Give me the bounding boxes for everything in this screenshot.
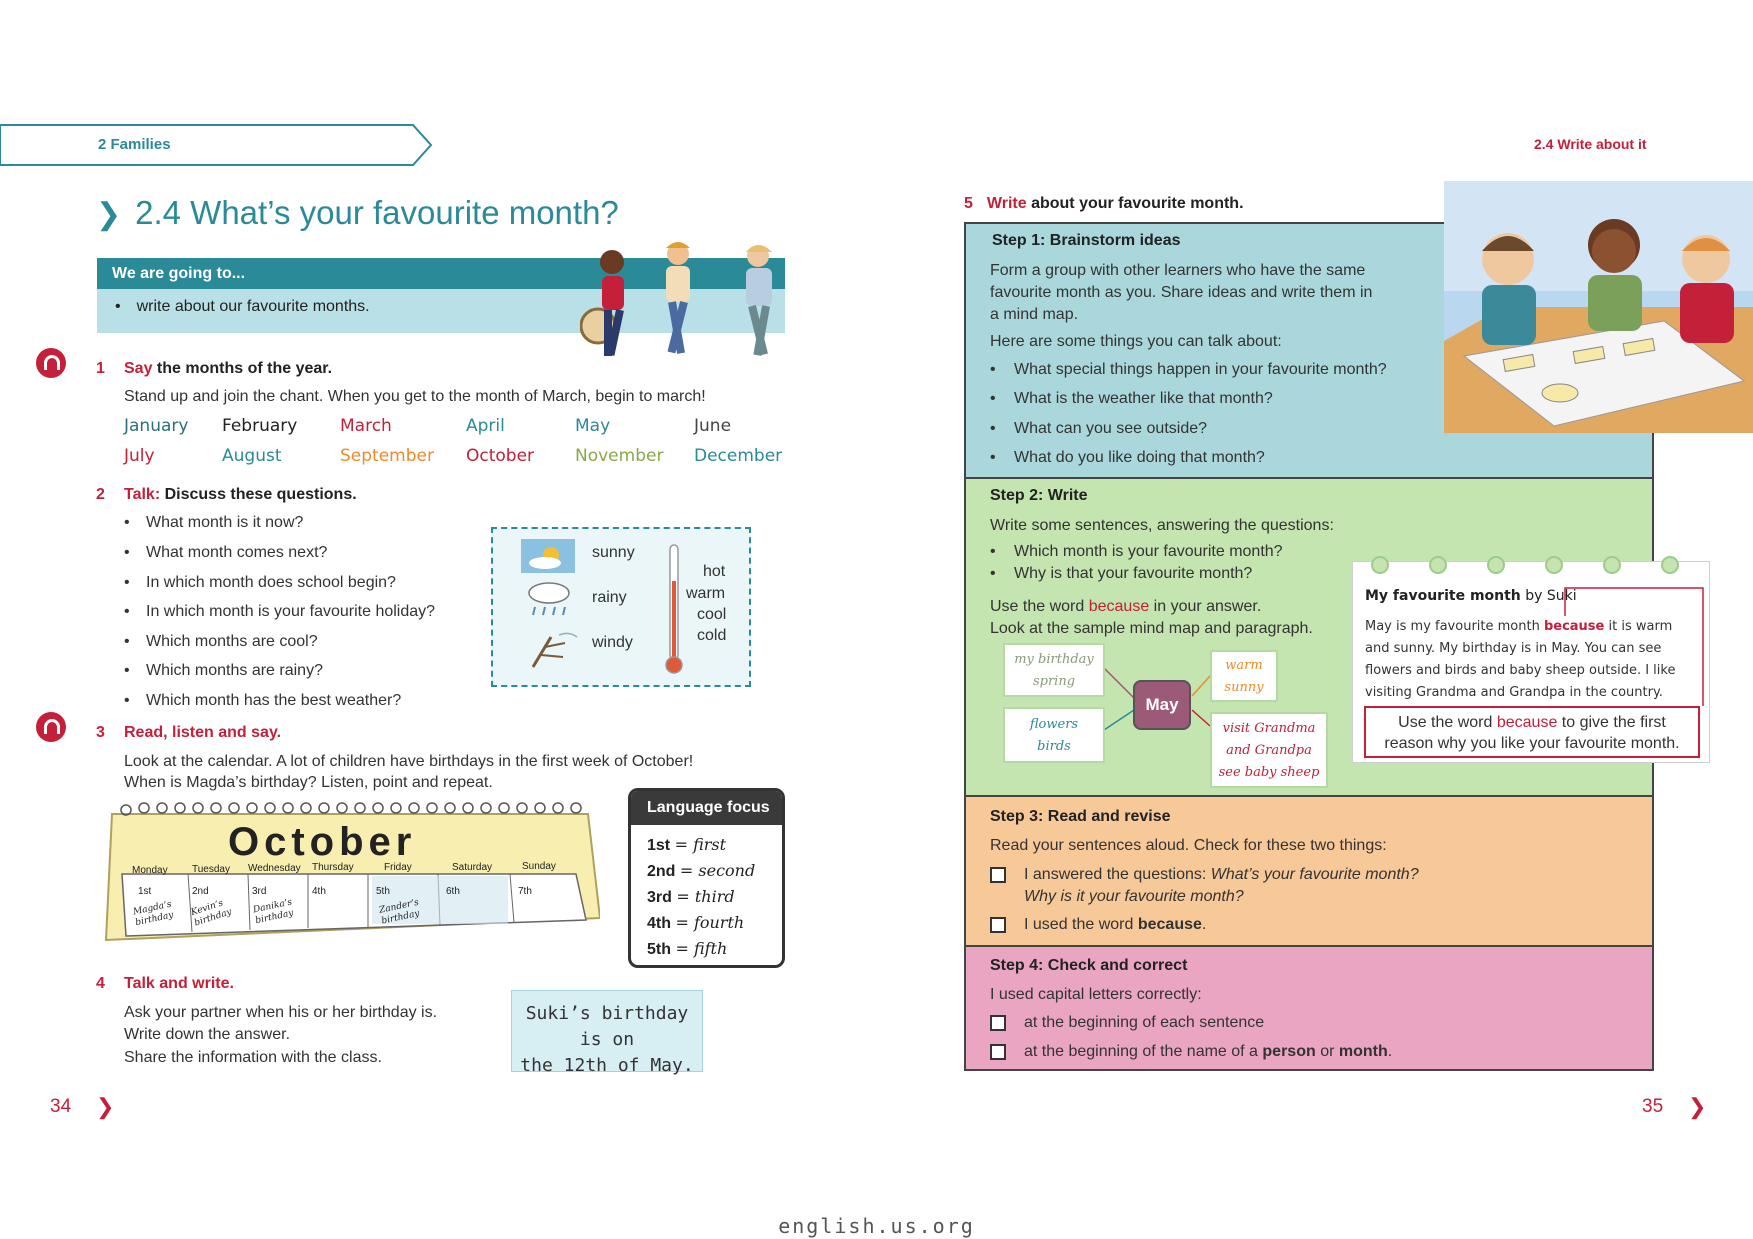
step-text: Here are some things you can talk about: (990, 333, 1282, 350)
windy-icon (523, 629, 579, 669)
step-bullet: • What is the weather like that month? (1014, 390, 1273, 408)
month-name: June (694, 416, 732, 436)
goals-heading: We are going to... (97, 258, 785, 289)
question-item: • In which month does school begin? (146, 574, 396, 592)
month-name: April (466, 416, 505, 436)
step-text: a mind map. (990, 306, 1079, 323)
page-number: 35 (1642, 1096, 1664, 1117)
watermark: english.us.org (778, 1214, 975, 1238)
calendar-date: 6th (446, 886, 460, 897)
note-line-part: it is warm (1604, 619, 1673, 634)
exercise-heading-rest: about your favourite month. (1026, 195, 1244, 212)
binder-ring-icon (1661, 556, 1679, 574)
temperature-label: cool (697, 606, 727, 623)
step-text: favourite month as you. Share ideas and write them in (990, 284, 1373, 301)
checklist-checkbox[interactable] (990, 917, 1006, 933)
checklist-checkbox[interactable] (990, 1044, 1006, 1060)
month-name: November (575, 446, 664, 466)
checklist-text (1024, 866, 1419, 884)
ordinal-row (647, 913, 744, 933)
mind-map-node (1003, 707, 1105, 763)
ordinal-abbr: 2nd (647, 863, 676, 880)
keyword-because: because (1496, 714, 1558, 731)
chevron-right-icon: ❯ (1688, 1094, 1707, 1119)
keyword-month: month (1338, 1043, 1388, 1060)
step-text: Write some sentences, answering the questions: (990, 517, 1334, 534)
step-text-part: in your answer. (1149, 598, 1262, 615)
page-number: 34 (50, 1096, 72, 1117)
checklist-text-part: . (1201, 916, 1207, 933)
checklist-text-part: . (1387, 1043, 1393, 1060)
calendar-day: Thursday (312, 862, 354, 873)
calendar-day: Sunday (522, 861, 556, 872)
chevron-right-icon: ❯ (96, 198, 122, 231)
ordinal-word: = fourth (675, 913, 745, 932)
calendar-day: Friday (384, 862, 412, 873)
keyword-because: because (1137, 916, 1202, 933)
calendar-date: 4th (312, 886, 326, 897)
exercise-heading-rest: the months of the year. (152, 360, 333, 377)
calendar-day: Tuesday (192, 864, 230, 875)
ordinal-row (647, 939, 727, 959)
mind-map-node-line: flowers (1029, 717, 1079, 732)
step-text: Read your sentences aloud. Check for these two things: (990, 837, 1387, 854)
lesson-title-text: 2.4 What’s your favourite month? (135, 194, 619, 231)
binder-ring-icon (1545, 556, 1563, 574)
marching-children-illustration (580, 238, 792, 370)
mind-map-node (1003, 643, 1105, 697)
tip-part: to give the first (1557, 714, 1666, 731)
ordinal-abbr: 5th (647, 941, 671, 958)
mind-map-node-line: my birthday (1014, 652, 1094, 667)
exercise-heading (964, 195, 1244, 213)
ordinal-row (647, 835, 726, 855)
binder-ring-icon (1429, 556, 1447, 574)
month-name: January (124, 416, 189, 436)
calendar-day: Wednesday (248, 863, 301, 874)
chevron-right-icon: ❯ (96, 1094, 115, 1119)
question-item: • Which months are rainy? (146, 662, 323, 680)
exercise-verb: Say (124, 360, 153, 377)
calendar-note: Danika’s birthday (252, 897, 295, 927)
exercise-number: 5 (964, 195, 973, 212)
exercise-number: 4 (96, 975, 105, 992)
question-item: • What month comes next? (146, 544, 327, 562)
exercise-instruction: Stand up and join the chant. When you get to the month of March, begin to march! (124, 388, 706, 405)
calendar-date: 3rd (252, 886, 267, 897)
step-text: I used capital letters correctly: (990, 986, 1202, 1003)
weather-label: windy (592, 634, 633, 651)
keyword-because: because (1543, 619, 1605, 634)
ordinal-row (647, 887, 735, 907)
checklist-text-part: or (1315, 1043, 1339, 1060)
mind-map-node-line: sunny (1224, 680, 1264, 695)
note-line: and sunny. My birthday is in May. You can see (1365, 641, 1662, 656)
binder-ring-icon (1371, 556, 1389, 574)
temperature-label: cold (697, 627, 727, 644)
step-text: Form a group with other learners who have the same (990, 262, 1366, 279)
mind-map-node-line: and Grandpa (1226, 743, 1312, 758)
lesson-title (96, 194, 619, 232)
exercise-number: 2 (96, 486, 105, 503)
month-name: October (466, 446, 535, 466)
exercise-heading (124, 360, 332, 378)
ordinal-row (647, 861, 755, 881)
question-item: • Which months are cool? (146, 633, 318, 651)
mind-map-center: May (1133, 680, 1191, 730)
note-title-main: My favourite month (1365, 588, 1521, 604)
mind-map-node-line: spring (1032, 674, 1076, 689)
calendar-month: October (228, 820, 417, 864)
exercise-number: 3 (96, 724, 105, 741)
month-name: March (340, 416, 392, 436)
step-3-panel (964, 795, 1654, 945)
month-name: May (575, 416, 611, 436)
weather-vocabulary-box (491, 527, 751, 687)
checklist-checkbox[interactable] (990, 1015, 1006, 1031)
note-title (1365, 588, 1577, 604)
note-line: visiting Grandma and Grandpa in the country. (1365, 685, 1663, 700)
exercise-number: 1 (96, 360, 105, 377)
calendar-date: 7th (518, 886, 532, 897)
audio-icon[interactable] (36, 348, 66, 378)
temperature-label: warm (686, 585, 726, 602)
ordinal-abbr: 4th (647, 915, 671, 932)
exercise-heading: Read, listen and say. (124, 724, 282, 741)
ordinal-word: = second (679, 861, 756, 880)
month-name: August (222, 446, 282, 466)
step-text-part: Use the word (990, 598, 1089, 615)
ordinal-word: = first (674, 835, 727, 854)
audio-icon[interactable] (36, 712, 66, 742)
weather-label: rainy (592, 589, 627, 606)
binder-ring-icon (1487, 556, 1505, 574)
boys-making-mind-map-illustration (1444, 181, 1753, 433)
step-bullet: • Which month is your favourite month? (1014, 543, 1283, 561)
unit-tab (0, 124, 432, 166)
example-sentence-line: the 12th of May. (520, 1055, 694, 1076)
ordinal-word: = fifth (675, 939, 728, 958)
mind-map-node (1210, 650, 1278, 702)
question-item: • Which month has the best weather? (146, 692, 401, 710)
language-focus-box (628, 788, 785, 968)
language-focus-heading: Language focus (631, 791, 782, 825)
mind-map-node-line: visit Grandma (1222, 721, 1316, 736)
question-item: • In which month is your favourite holiday? (146, 603, 435, 621)
mind-map-node-line: birds (1037, 739, 1071, 754)
tip-part: Use the word (1398, 714, 1497, 731)
exercise-instruction: Ask your partner when his or her birthday is. (124, 1004, 438, 1021)
section-label: 2.4 Write about it (1534, 136, 1647, 152)
callout-line (1563, 586, 1707, 708)
step-bullet: • What do you like doing that month? (1014, 449, 1265, 467)
thermometer-icon (663, 541, 685, 679)
checklist-text (1024, 888, 1244, 906)
exercise-verb: Talk: (124, 486, 161, 503)
calendar-date: 5th (376, 886, 390, 897)
ordinal-abbr: 3rd (647, 889, 672, 906)
exercise-heading-rest: Discuss these questions. (160, 486, 357, 503)
step-text: Look at the sample mind map and paragraph. (990, 620, 1313, 637)
unit-tab-shape (0, 124, 432, 166)
binder-ring-icon (1603, 556, 1621, 574)
exercise-verb: Write (986, 195, 1027, 212)
keyword-person: person (1262, 1043, 1316, 1060)
exercise-instruction: When is Magda’s birthday? Listen, point and repeat. (124, 774, 493, 791)
ordinal-word: = third (676, 887, 735, 906)
october-calendar (100, 800, 600, 965)
step-title: Step 2: Write (990, 487, 1088, 504)
checklist-question: What’s your favourite month? (1210, 866, 1419, 883)
checklist-text (1024, 916, 1206, 934)
checklist-text (1024, 1043, 1392, 1061)
tip-line (1366, 712, 1698, 733)
month-name: December (694, 446, 783, 466)
checklist-text-part: I used the word (1024, 916, 1138, 933)
month-name: July (124, 446, 155, 466)
month-name: September (340, 446, 434, 466)
tip-line: reason why you like your favourite month. (1384, 735, 1680, 752)
checklist-question: Why is it your favourite month? (1024, 888, 1244, 905)
month-name: February (222, 416, 298, 436)
calendar-day: Monday (132, 865, 168, 876)
example-sentence-bubble (511, 990, 703, 1076)
step-bullet: • What special things happen in your favourite month? (1014, 361, 1387, 379)
calendar-note: Magda’s birthday (132, 899, 175, 929)
step-text (990, 596, 1261, 618)
calendar-date: 1st (138, 886, 152, 897)
exercise-heading (124, 486, 357, 504)
rainy-icon (523, 581, 575, 621)
keyword-because: because (1088, 598, 1150, 615)
step-4-panel (964, 945, 1654, 1071)
unit-label: 2 Families (98, 136, 171, 153)
checklist-checkbox[interactable] (990, 867, 1006, 883)
step-title: Step 3: Read and revise (990, 808, 1171, 825)
calendar-date: 2nd (192, 886, 209, 897)
example-sentence-line: Suki’s birthday is on (525, 1003, 689, 1050)
step-bullet: • What can you see outside? (1014, 420, 1207, 438)
step-title: Step 4: Check and correct (990, 957, 1188, 974)
ordinal-abbr: 1st (647, 837, 671, 854)
sample-paragraph-note (1352, 561, 1710, 763)
question-item: • What month is it now? (146, 514, 303, 532)
checklist-text-part: I answered the questions: (1024, 866, 1211, 883)
mind-map-node-line: warm (1225, 658, 1263, 673)
sunny-icon (521, 539, 575, 573)
calendar-note: Zander’s birthday (378, 897, 421, 927)
note-title-by: by Suki (1520, 588, 1577, 604)
step-bullet: • Why is that your favourite month? (1014, 565, 1252, 583)
mind-map-node (1210, 712, 1328, 788)
checklist-text-part: at the beginning of the name of a (1024, 1043, 1263, 1060)
step-title: Step 1: Brainstorm ideas (992, 232, 1181, 249)
exercise-instruction: Share the information with the class. (124, 1049, 382, 1066)
mind-map-node-line: see baby sheep (1218, 765, 1320, 780)
tip-box (1364, 706, 1700, 758)
weather-label: sunny (592, 544, 635, 561)
exercise-heading: Talk and write. (124, 975, 234, 992)
note-line-part: May is my favourite month (1365, 619, 1544, 634)
checklist-text: at the beginning of each sentence (1024, 1014, 1265, 1031)
calendar-day: Saturday (452, 862, 493, 873)
calendar-note: Kevin’s birthday (189, 898, 234, 929)
goals-item: • write about our favourite months. (97, 289, 785, 316)
note-line: flowers and birds and baby sheep outside. I like (1365, 663, 1676, 678)
exercise-instruction: Write down the answer. (124, 1026, 291, 1043)
exercise-instruction: Look at the calendar. A lot of children have birthdays in the first week of October! (124, 753, 694, 770)
temperature-label: hot (703, 563, 726, 580)
